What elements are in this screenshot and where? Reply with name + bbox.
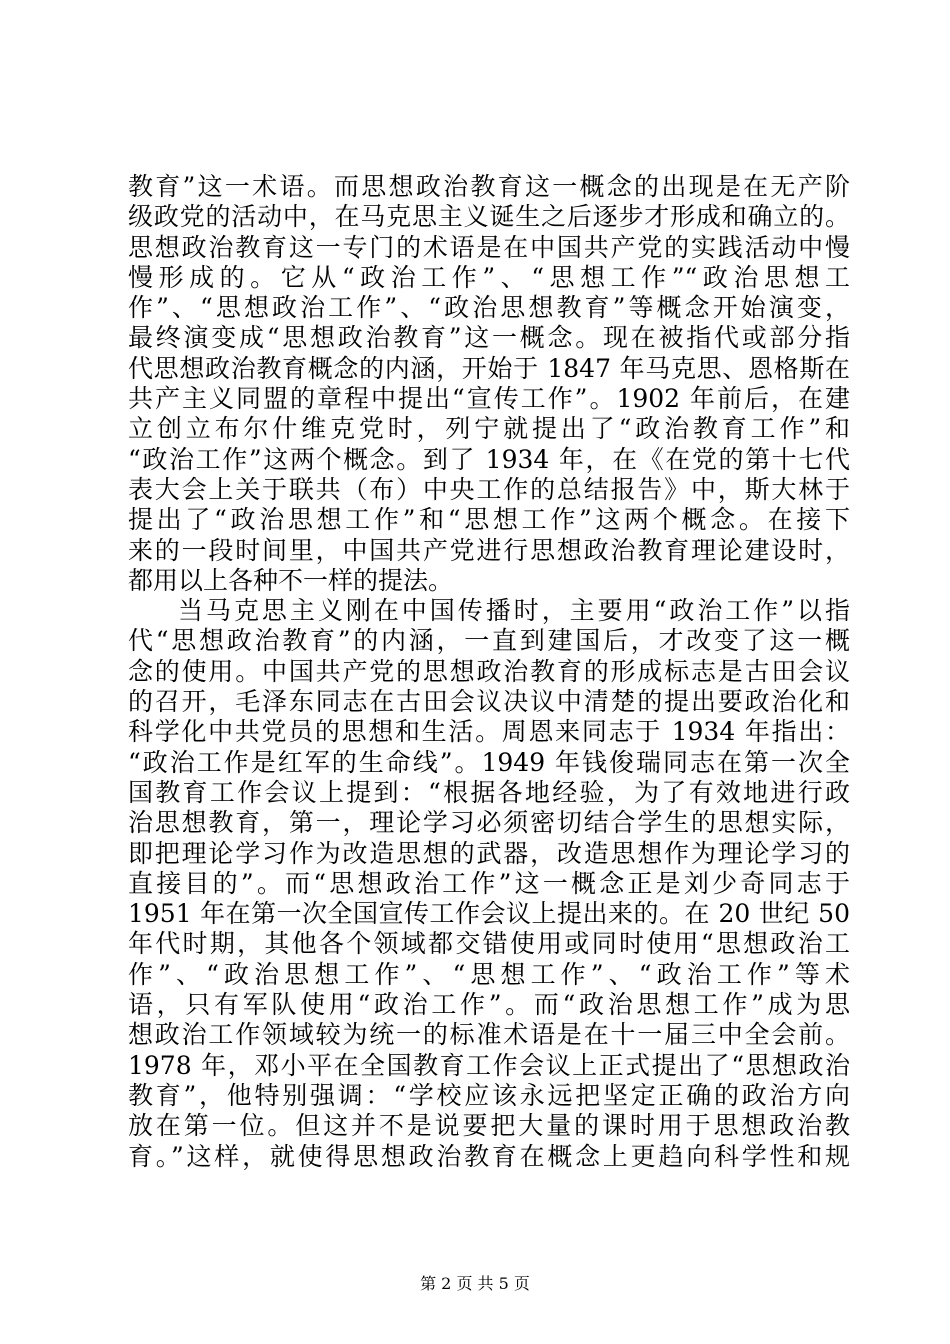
text-line: 都用以上各种不一样的提法。 [128,565,454,595]
text-line: 直接目的”。而“思想政治工作”这一概念正是刘少奇同志于 [128,868,850,898]
text-line: “政治工作”这两个概念。到了 1934 年，在《在党的第十七代 [128,444,850,474]
text-line: 念的使用。中国共产党的思想政治教育的形成标志是古田会议 [128,656,850,686]
text-line: 教育”，他特别强调：“学校应该永远把坚定正确的政治方向 [128,1080,850,1110]
text-line: 的召开，毛泽东同志在古田会议决议中清楚的提出要政治化和 [128,687,850,717]
text-line: 代思想政治教育概念的内涵，开始于 1847 年马克思、恩格斯在 [128,353,850,383]
text-line: 共产主义同盟的章程中提出“宣传工作”。1902 年前后，在建 [128,384,850,414]
text-line: 1978 年，邓小平在全国教育工作会议上正式提出了“思想政治 [128,1050,850,1080]
text-line: 作”、“政治思想工作”、“思想工作”、“政治工作”等术 [128,959,850,989]
text-line: 年代时期，其他各个领域都交错使用或同时使用“思想政治工 [128,929,850,959]
text-line: 即把理论学习作为改造思想的武器，改造思想作为理论学习的 [128,838,850,868]
body-text [128,172,850,1172]
text-line: 想政治工作领域较为统一的标准术语是在十一届三中全会前。 [128,1020,850,1050]
text-line: 治思想教育，第一，理论学习必须密切结合学生的思想实际， [128,808,850,838]
text-line: 科学化中共党员的思想和生活。周恩来同志于 1934 年指出： [128,717,850,747]
text-line: 语，只有军队使用“政治工作”。而“政治思想工作”成为思 [128,990,850,1020]
text-line: 表大会上关于联共（布）中央工作的总结报告》中，斯大林于 [128,474,850,504]
paragraph-1 [128,172,850,596]
text-line: 慢形成的。它从“政治工作”、“思想工作”“政治思想工 [128,262,850,292]
text-line: 级政党的活动中，在马克思主义诞生之后逐步才形成和确立的。 [128,202,850,232]
text-line: 立创立布尔什维克党时，列宁就提出了“政治教育工作”和 [128,414,850,444]
text-line: 思想政治教育这一专门的术语是在中国共产党的实践活动中慢 [128,232,850,262]
text-line: 国教育工作会议上提到：“根据各地经验，为了有效地进行政 [128,777,850,807]
page-footer: 第 2 页 共 5 页 [420,1274,530,1293]
text-line: 当马克思主义刚在中国传播时，主要用“政治工作”以指 [178,596,850,626]
text-line: 提出了“政治思想工作”和“思想工作”这两个概念。在接下 [128,505,850,535]
text-line: 1951 年在第一次全国宣传工作会议上提出来的。在 20 世纪 50 [128,899,850,929]
text-line: 作”、“思想政治工作”、“政治思想教育”等概念开始演变， [128,293,850,323]
paragraph-2 [128,596,850,1172]
text-line: 育。”这样，就使得思想政治教育在概念上更趋向科学性和规 [128,1141,850,1171]
text-line: 代“思想政治教育”的内涵，一直到建国后，才改变了这一概 [128,626,850,656]
text-line: 来的一段时间里，中国共产党进行思想政治教育理论建设时， [128,535,850,565]
text-line: 最终演变成“思想政治教育”这一概念。现在被指代或部分指 [128,323,850,353]
text-line: 放在第一位。但这并不是说要把大量的课时用于思想政治教 [128,1111,850,1141]
text-line: “政治工作是红军的生命线”。1949 年钱俊瑞同志在第一次全 [128,747,850,777]
text-line: 教育”这一术语。而思想政治教育这一概念的出现是在无产阶 [128,172,850,201]
